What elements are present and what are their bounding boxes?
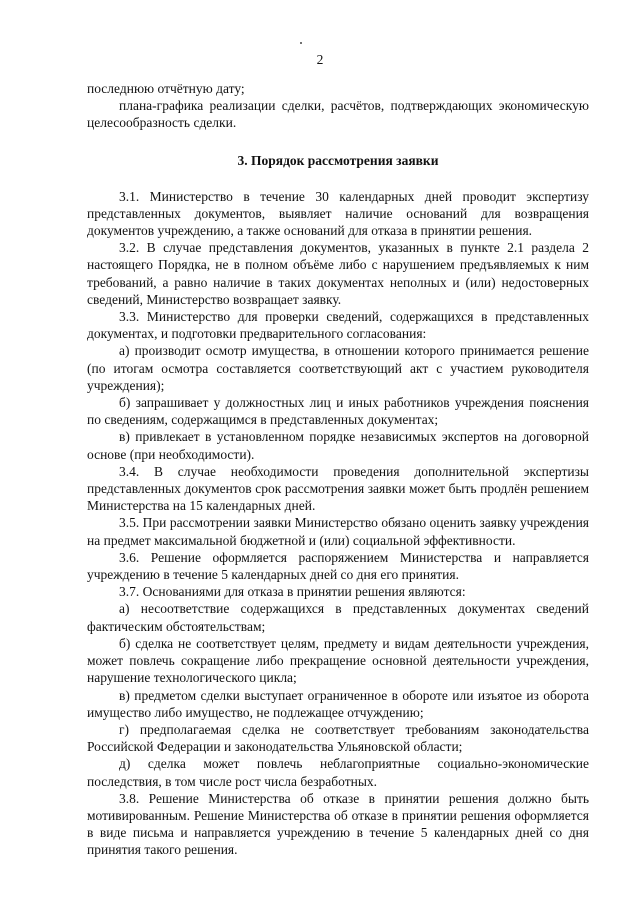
paragraph-3-7: 3.7. Основаниями для отказа в принятии решения являются: [119,584,466,600]
paragraph-3-5: 3.5. При рассмотрении заявки Министерство обязано оценить заявку учреждения на предмет максимальной бюджетной и (или) социальной эффективности. [87,515,589,548]
scan-speck [300,42,302,44]
paragraph-3-7-a: а) несоответствие содержащихся в представленных документах сведений фактическим обстоятельствам; [87,601,589,634]
intro-line-2: плана-графика реализации сделки, расчётов, подтверждающих экономическую целесообразность сделки. [87,98,589,131]
paragraph-3-3-c: в) привлекает в установленном порядке независимых экспертов на договорной основе (при необходимости). [87,429,589,462]
document-body [87,80,589,859]
section-title: 3. Порядок рассмотрения заявки [237,152,439,168]
paragraph-3-8: 3.8. Решение Министерства об отказе в принятии решения должно быть мотивированным. Решение Министерства об отказе в принятии решения оформляется в виде письма и направляется учреждению в течение 5 календарных дней со дня принятия такого решения. [87,790,589,858]
paragraph-3-7-b: б) сделка не соответствует целям, предмету и видам деятельности учреждения, может повлечь сокращение либо прекращение основной деятельности учреждения, нарушение технологического цикла; [87,635,589,686]
paragraph-3-6: 3.6. Решение оформляется распоряжением Министерства и направляется учреждению в течение 5 календарных дней со дня его принятия. [87,549,589,583]
paragraph-3-2: 3.2. В случае представления документов, указанных в пункте 2.1 раздела 2 настоящего Порядка, не в полном объёме либо с нарушением предъявляемых к ним требований, а равно наличие в таких документах неполных и (или) недостоверных сведений, Министерство возвращает заявку. [87,240,589,307]
paragraph-3-3: 3.3. Министерство для проверки сведений, содержащихся в представленных документах, и подготовки предварительного согласования: [87,309,589,342]
paragraph-3-7-c: в) предметом сделки выступает ограниченное в обороте или изъятое из оборота имущество либо имущество, не подлежащее отчуждению; [87,687,589,720]
intro-line-1: последнюю отчётную дату; [87,81,245,96]
paragraph-3-4: 3.4. В случае необходимости проведения дополнительной экспертизы представленных документов срок рассмотрения заявки может быть продлён решением Министерства на 15 календарных дней. [87,463,589,514]
paragraph-3-7-e: д) сделка может повлечь неблагоприятные социально-экономические последствия, в том числе рост числа безработных. [87,756,589,789]
paragraph-3-3-b: б) запрашивает у должностных лиц и иных работников учреждения пояснения по сведениям, содержащимся в представленных документах; [87,395,589,428]
paragraph-3-7-d: г) предполагаемая сделка не соответствует требованиям законодательства Российской Федерации и законодательства Ульяновской области; [87,721,589,755]
paragraph-3-1: 3.1. Министерство в течение 30 календарных дней проводит экспертизу представленных документов, выявляет наличие оснований для возвращения документов учреждению, а также оснований для отказа в принятии решения. [87,188,589,239]
paragraph-3-3-a: а) производит осмотр имущества, в отношении которого принимается решение (по итогам осмотра составляется соответствующий акт с участием руководителя учреждения); [87,343,589,393]
page-number: 2 [316,52,324,67]
